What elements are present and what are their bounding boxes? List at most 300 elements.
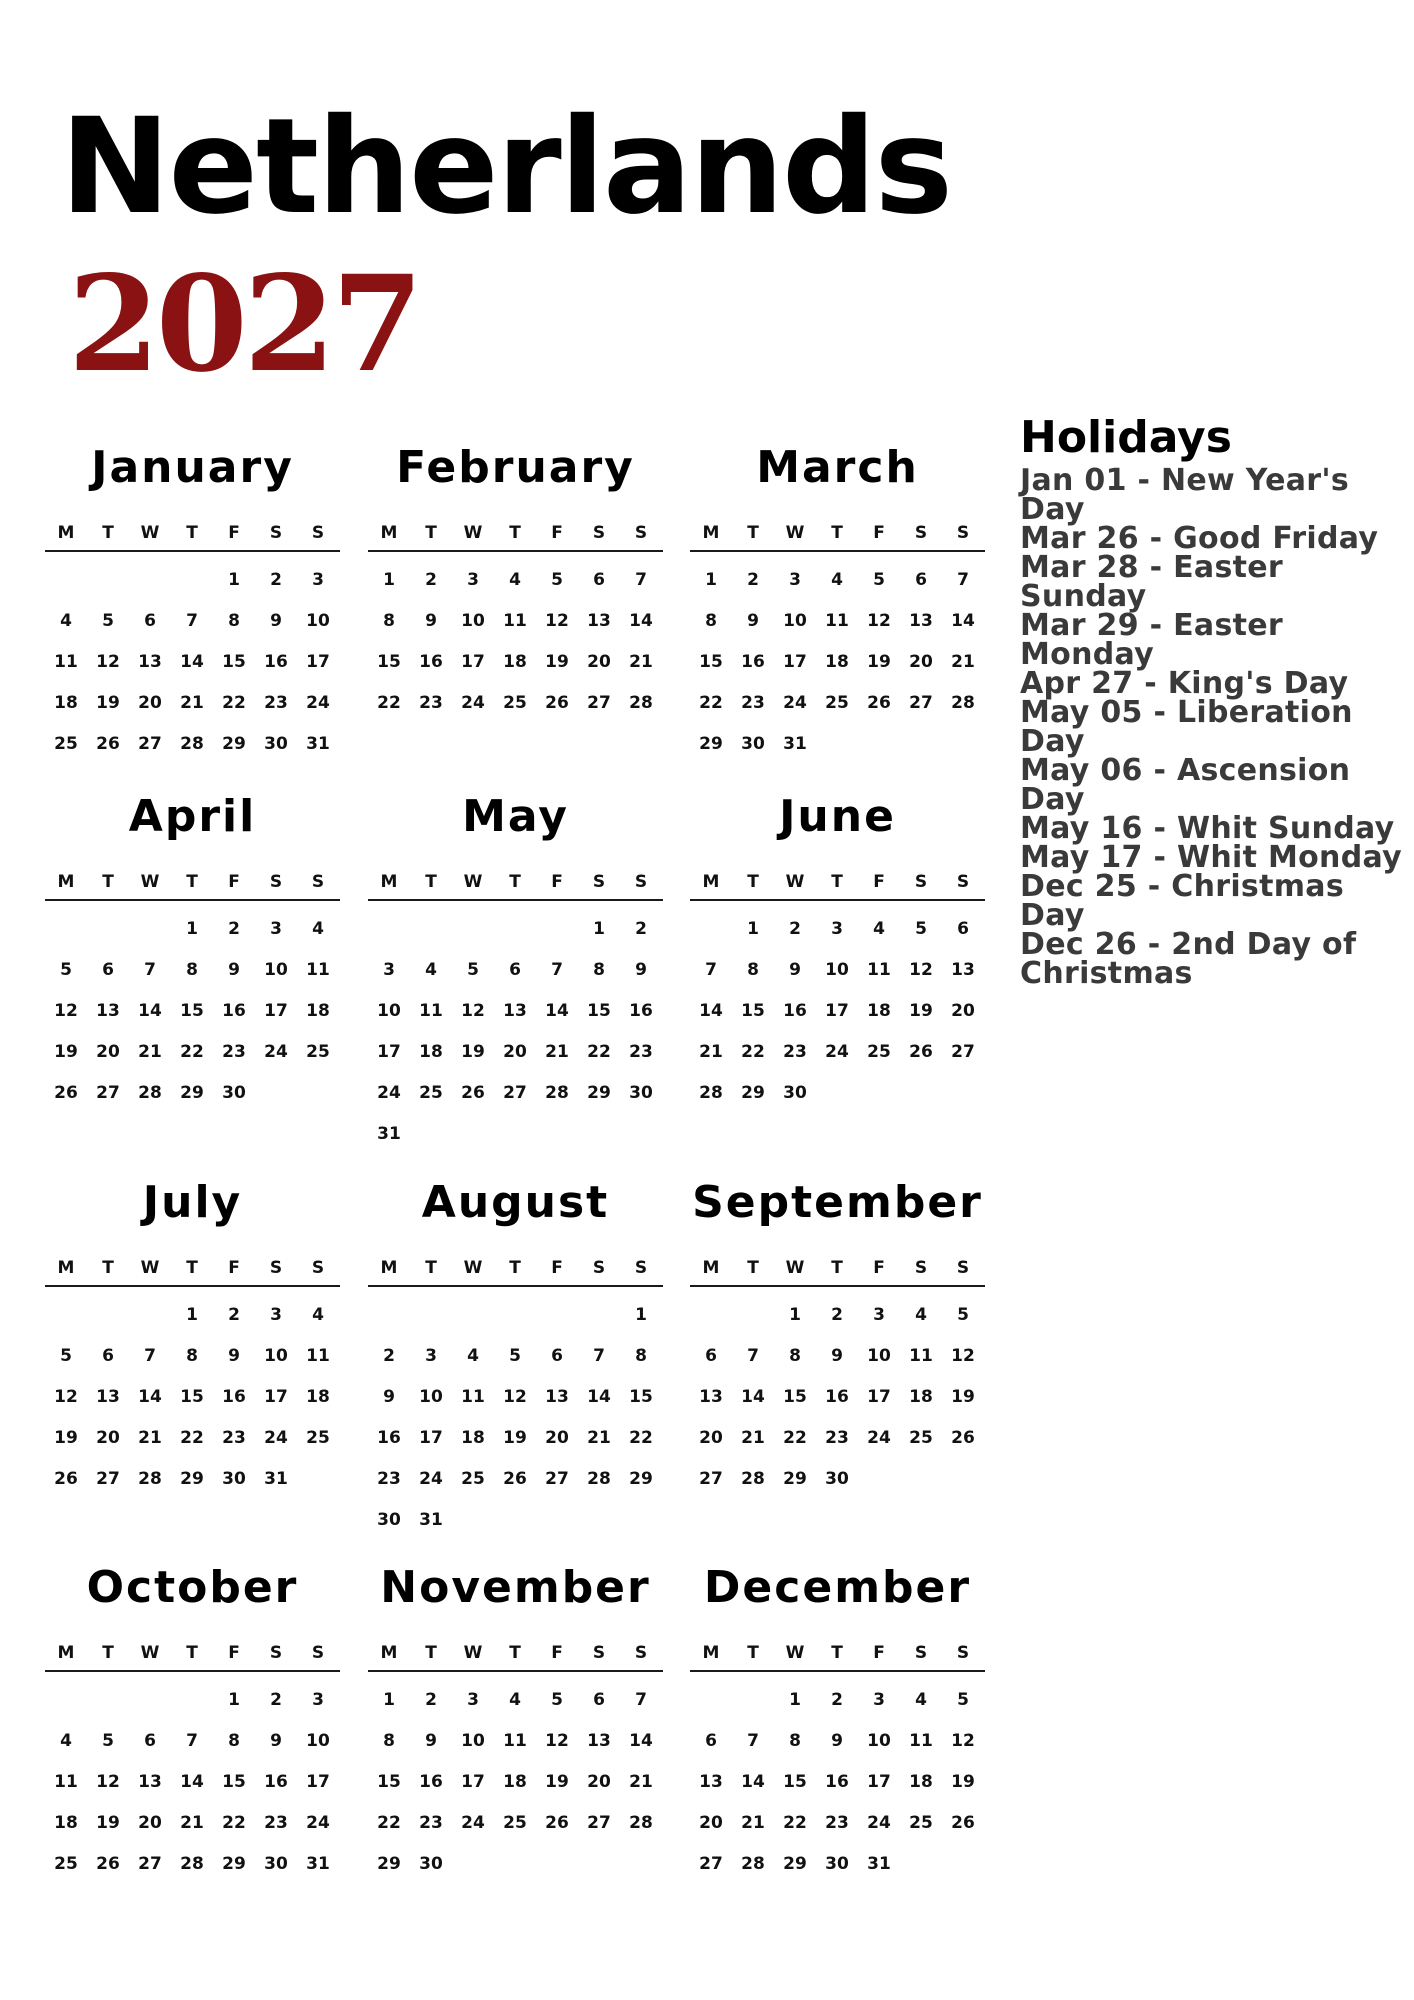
day-cell: 23 bbox=[377, 1469, 401, 1489]
day-cell: 11 bbox=[503, 1731, 527, 1751]
day-cell: 8 bbox=[593, 960, 605, 980]
day-cell: 6 bbox=[705, 1346, 717, 1366]
day-cell: 29 bbox=[180, 1469, 204, 1489]
day-cell: 3 bbox=[467, 570, 479, 590]
weekday-label: S bbox=[269, 1258, 283, 1278]
day-cell: 12 bbox=[545, 611, 569, 631]
weekday-label: S bbox=[634, 872, 648, 892]
day-cell: 3 bbox=[789, 570, 801, 590]
weekday-label: F bbox=[228, 1258, 240, 1278]
weekday-label: S bbox=[311, 523, 325, 543]
month-may bbox=[368, 787, 663, 1144]
month-april bbox=[45, 787, 340, 1127]
day-cell: 29 bbox=[629, 1469, 653, 1489]
weekday-label: S bbox=[914, 523, 928, 543]
month-name: January bbox=[91, 442, 294, 493]
day-cell: 17 bbox=[783, 652, 807, 672]
weekday-label: S bbox=[269, 1643, 283, 1663]
day-cell: 2 bbox=[228, 1305, 240, 1325]
day-cell: 14 bbox=[180, 652, 204, 672]
weekday-header bbox=[368, 1636, 663, 1672]
day-cell: 9 bbox=[747, 611, 759, 631]
month-july bbox=[45, 1173, 340, 1513]
day-cell: 23 bbox=[629, 1042, 653, 1062]
weekday-label: S bbox=[269, 872, 283, 892]
weekday-label: T bbox=[102, 872, 114, 892]
day-cell: 22 bbox=[377, 1813, 401, 1833]
weekday-label: S bbox=[634, 523, 648, 543]
day-cell: 10 bbox=[264, 1346, 288, 1366]
month-august bbox=[368, 1173, 663, 1530]
day-cell: 28 bbox=[587, 1469, 611, 1489]
day-cell: 1 bbox=[383, 1690, 395, 1710]
day-cell: 1 bbox=[635, 1305, 647, 1325]
holiday-line: Day bbox=[1020, 492, 1085, 527]
day-cell: 28 bbox=[951, 693, 975, 713]
day-cell: 22 bbox=[783, 1813, 807, 1833]
day-cell: 3 bbox=[270, 919, 282, 939]
weekday-label: F bbox=[551, 1643, 563, 1663]
day-cell: 13 bbox=[545, 1387, 569, 1407]
day-cell: 1 bbox=[186, 919, 198, 939]
weekday-label: W bbox=[140, 1258, 160, 1278]
day-cell: 27 bbox=[699, 1854, 723, 1874]
weekday-label: W bbox=[140, 1643, 160, 1663]
day-cell: 10 bbox=[377, 1001, 401, 1021]
day-cell: 19 bbox=[951, 1387, 975, 1407]
day-cell: 9 bbox=[831, 1731, 843, 1751]
day-grid bbox=[690, 901, 985, 1114]
weekday-label: W bbox=[785, 523, 805, 543]
day-cell: 12 bbox=[96, 652, 120, 672]
day-cell: 21 bbox=[138, 1428, 162, 1448]
day-cell: 3 bbox=[831, 919, 843, 939]
day-cell: 25 bbox=[909, 1428, 933, 1448]
day-grid bbox=[368, 1672, 663, 1885]
day-cell: 4 bbox=[915, 1305, 927, 1325]
day-cell: 8 bbox=[186, 960, 198, 980]
day-cell: 26 bbox=[503, 1469, 527, 1489]
weekday-header bbox=[368, 516, 663, 552]
weekday-label: T bbox=[186, 1643, 198, 1663]
day-cell: 28 bbox=[741, 1854, 765, 1874]
day-cell: 27 bbox=[503, 1083, 527, 1103]
month-september bbox=[690, 1173, 985, 1513]
day-cell: 4 bbox=[60, 611, 72, 631]
day-cell: 19 bbox=[96, 693, 120, 713]
day-cell: 6 bbox=[915, 570, 927, 590]
day-cell: 28 bbox=[180, 734, 204, 754]
day-cell: 10 bbox=[867, 1731, 891, 1751]
day-cell: 24 bbox=[306, 1813, 330, 1833]
day-cell: 15 bbox=[587, 1001, 611, 1021]
holiday-line: Day bbox=[1020, 898, 1085, 933]
day-cell: 21 bbox=[138, 1042, 162, 1062]
day-cell: 13 bbox=[96, 1001, 120, 1021]
day-cell: 5 bbox=[915, 919, 927, 939]
weekday-header bbox=[45, 1636, 340, 1672]
weekday-label: F bbox=[551, 872, 563, 892]
weekday-label: T bbox=[509, 523, 521, 543]
day-cell: 9 bbox=[425, 1731, 437, 1751]
weekday-label: F bbox=[873, 1258, 885, 1278]
day-cell: 1 bbox=[705, 570, 717, 590]
day-cell: 21 bbox=[951, 652, 975, 672]
day-cell: 30 bbox=[825, 1469, 849, 1489]
day-cell: 26 bbox=[461, 1083, 485, 1103]
day-cell: 23 bbox=[825, 1813, 849, 1833]
day-cell: 8 bbox=[228, 1731, 240, 1751]
day-cell: 18 bbox=[461, 1428, 485, 1448]
day-cell: 31 bbox=[419, 1510, 443, 1530]
day-grid bbox=[690, 1672, 985, 1885]
day-cell: 2 bbox=[425, 570, 437, 590]
day-cell: 13 bbox=[587, 611, 611, 631]
day-cell: 14 bbox=[741, 1387, 765, 1407]
day-cell: 3 bbox=[425, 1346, 437, 1366]
day-cell: 14 bbox=[629, 611, 653, 631]
day-cell: 6 bbox=[144, 1731, 156, 1751]
month-february bbox=[368, 438, 663, 778]
day-cell: 26 bbox=[54, 1469, 78, 1489]
day-cell: 11 bbox=[461, 1387, 485, 1407]
day-cell: 24 bbox=[306, 693, 330, 713]
day-cell: 29 bbox=[222, 734, 246, 754]
day-cell: 18 bbox=[909, 1387, 933, 1407]
day-cell: 11 bbox=[909, 1731, 933, 1751]
day-cell: 4 bbox=[831, 570, 843, 590]
day-cell: 7 bbox=[186, 611, 198, 631]
weekday-label: M bbox=[702, 1643, 720, 1663]
day-cell: 18 bbox=[909, 1772, 933, 1792]
day-cell: 6 bbox=[705, 1731, 717, 1751]
day-cell: 31 bbox=[306, 734, 330, 754]
day-cell: 8 bbox=[705, 611, 717, 631]
weekday-header bbox=[690, 516, 985, 552]
day-cell: 26 bbox=[867, 693, 891, 713]
weekday-label: S bbox=[956, 523, 970, 543]
day-grid bbox=[45, 1672, 340, 1885]
day-cell: 5 bbox=[509, 1346, 521, 1366]
day-cell: 28 bbox=[629, 693, 653, 713]
weekday-label: F bbox=[873, 523, 885, 543]
day-cell: 16 bbox=[825, 1772, 849, 1792]
day-cell: 31 bbox=[377, 1124, 401, 1144]
month-name: May bbox=[462, 791, 569, 842]
day-cell: 21 bbox=[741, 1813, 765, 1833]
day-cell: 31 bbox=[867, 1854, 891, 1874]
day-cell: 20 bbox=[909, 652, 933, 672]
day-cell: 5 bbox=[60, 960, 72, 980]
weekday-label: W bbox=[140, 523, 160, 543]
day-cell: 12 bbox=[503, 1387, 527, 1407]
day-cell: 21 bbox=[545, 1042, 569, 1062]
day-cell: 12 bbox=[54, 1387, 78, 1407]
holiday-line: Jan 01 - New Year's bbox=[1020, 463, 1350, 498]
day-cell: 27 bbox=[587, 693, 611, 713]
day-cell: 3 bbox=[270, 1305, 282, 1325]
day-cell: 22 bbox=[377, 693, 401, 713]
day-cell: 17 bbox=[461, 1772, 485, 1792]
day-cell: 7 bbox=[705, 960, 717, 980]
day-cell: 22 bbox=[180, 1428, 204, 1448]
month-name: November bbox=[380, 1562, 651, 1613]
weekday-label: S bbox=[311, 1643, 325, 1663]
day-cell: 11 bbox=[306, 1346, 330, 1366]
day-cell: 3 bbox=[312, 1690, 324, 1710]
day-cell: 19 bbox=[951, 1772, 975, 1792]
day-cell: 7 bbox=[635, 1690, 647, 1710]
day-cell: 11 bbox=[503, 611, 527, 631]
day-cell: 25 bbox=[825, 693, 849, 713]
day-cell: 28 bbox=[741, 1469, 765, 1489]
day-cell: 27 bbox=[138, 1854, 162, 1874]
weekday-label: T bbox=[747, 872, 759, 892]
weekday-label: T bbox=[425, 523, 437, 543]
day-cell: 11 bbox=[867, 960, 891, 980]
day-cell: 4 bbox=[312, 919, 324, 939]
day-cell: 9 bbox=[270, 611, 282, 631]
day-cell: 15 bbox=[629, 1387, 653, 1407]
day-cell: 11 bbox=[306, 960, 330, 980]
day-cell: 14 bbox=[951, 611, 975, 631]
day-cell: 16 bbox=[825, 1387, 849, 1407]
day-cell: 21 bbox=[741, 1428, 765, 1448]
day-cell: 16 bbox=[783, 1001, 807, 1021]
day-cell: 1 bbox=[228, 1690, 240, 1710]
day-cell: 1 bbox=[186, 1305, 198, 1325]
day-cell: 6 bbox=[144, 611, 156, 631]
day-cell: 10 bbox=[461, 611, 485, 631]
day-cell: 24 bbox=[419, 1469, 443, 1489]
day-cell: 20 bbox=[96, 1042, 120, 1062]
day-cell: 6 bbox=[509, 960, 521, 980]
day-cell: 28 bbox=[180, 1854, 204, 1874]
day-cell: 10 bbox=[825, 960, 849, 980]
day-cell: 26 bbox=[545, 1813, 569, 1833]
holiday-line: Christmas bbox=[1020, 956, 1193, 991]
day-cell: 10 bbox=[461, 1731, 485, 1751]
day-cell: 7 bbox=[593, 1346, 605, 1366]
day-grid bbox=[690, 1287, 985, 1500]
day-cell: 26 bbox=[951, 1813, 975, 1833]
day-cell: 2 bbox=[635, 919, 647, 939]
day-cell: 5 bbox=[551, 1690, 563, 1710]
holiday-line: Dec 26 - 2nd Day of bbox=[1020, 927, 1357, 962]
day-cell: 27 bbox=[96, 1469, 120, 1489]
weekday-label: M bbox=[57, 872, 75, 892]
day-cell: 23 bbox=[825, 1428, 849, 1448]
day-cell: 27 bbox=[699, 1469, 723, 1489]
day-cell: 26 bbox=[951, 1428, 975, 1448]
day-cell: 22 bbox=[180, 1042, 204, 1062]
day-cell: 9 bbox=[270, 1731, 282, 1751]
day-cell: 11 bbox=[825, 611, 849, 631]
holiday-line: Apr 27 - King's Day bbox=[1020, 666, 1349, 701]
weekday-label: S bbox=[311, 1258, 325, 1278]
holiday-line: Dec 25 - Christmas bbox=[1020, 869, 1344, 904]
day-cell: 5 bbox=[60, 1346, 72, 1366]
day-cell: 2 bbox=[270, 570, 282, 590]
weekday-header bbox=[690, 1251, 985, 1287]
month-december bbox=[690, 1558, 985, 1898]
day-cell: 8 bbox=[789, 1346, 801, 1366]
day-cell: 19 bbox=[545, 652, 569, 672]
month-march bbox=[690, 438, 985, 778]
holiday-line: May 17 - Whit Monday bbox=[1020, 840, 1402, 875]
holiday-line: May 06 - Ascension bbox=[1020, 753, 1351, 788]
holiday-line: Mar 29 - Easter bbox=[1020, 608, 1284, 643]
day-cell: 14 bbox=[629, 1731, 653, 1751]
day-cell: 28 bbox=[138, 1083, 162, 1103]
day-cell: 7 bbox=[635, 570, 647, 590]
weekday-label: T bbox=[831, 1643, 843, 1663]
day-cell: 17 bbox=[461, 652, 485, 672]
day-cell: 6 bbox=[593, 1690, 605, 1710]
weekday-label: M bbox=[380, 872, 398, 892]
day-cell: 6 bbox=[593, 570, 605, 590]
day-cell: 10 bbox=[306, 611, 330, 631]
month-name: December bbox=[703, 1562, 972, 1613]
weekday-label: T bbox=[747, 523, 759, 543]
day-cell: 21 bbox=[180, 1813, 204, 1833]
day-cell: 10 bbox=[419, 1387, 443, 1407]
day-cell: 1 bbox=[789, 1690, 801, 1710]
day-cell: 4 bbox=[312, 1305, 324, 1325]
day-grid bbox=[368, 901, 663, 1155]
day-cell: 10 bbox=[783, 611, 807, 631]
weekday-label: F bbox=[228, 872, 240, 892]
day-cell: 28 bbox=[545, 1083, 569, 1103]
weekday-label: T bbox=[831, 523, 843, 543]
holiday-line: Mar 26 - Good Friday bbox=[1020, 521, 1379, 556]
day-cell: 29 bbox=[699, 734, 723, 754]
day-cell: 16 bbox=[377, 1428, 401, 1448]
day-cell: 8 bbox=[635, 1346, 647, 1366]
day-cell: 16 bbox=[264, 652, 288, 672]
day-cell: 7 bbox=[551, 960, 563, 980]
day-cell: 17 bbox=[264, 1387, 288, 1407]
day-cell: 20 bbox=[545, 1428, 569, 1448]
day-cell: 11 bbox=[54, 1772, 78, 1792]
day-cell: 2 bbox=[383, 1346, 395, 1366]
day-cell: 1 bbox=[789, 1305, 801, 1325]
day-cell: 30 bbox=[264, 1854, 288, 1874]
day-cell: 22 bbox=[699, 693, 723, 713]
day-cell: 5 bbox=[957, 1305, 969, 1325]
day-cell: 29 bbox=[741, 1083, 765, 1103]
weekday-label: F bbox=[551, 523, 563, 543]
day-cell: 1 bbox=[228, 570, 240, 590]
day-cell: 12 bbox=[951, 1346, 975, 1366]
weekday-label: S bbox=[956, 1643, 970, 1663]
weekday-label: S bbox=[914, 1643, 928, 1663]
day-cell: 14 bbox=[138, 1001, 162, 1021]
day-cell: 9 bbox=[228, 960, 240, 980]
day-grid bbox=[368, 1287, 663, 1541]
day-cell: 17 bbox=[306, 1772, 330, 1792]
holidays-title: Holidays bbox=[1020, 412, 1232, 463]
day-cell: 8 bbox=[383, 611, 395, 631]
day-cell: 4 bbox=[509, 570, 521, 590]
day-cell: 6 bbox=[551, 1346, 563, 1366]
day-cell: 17 bbox=[825, 1001, 849, 1021]
day-cell: 31 bbox=[264, 1469, 288, 1489]
day-cell: 6 bbox=[957, 919, 969, 939]
day-cell: 2 bbox=[831, 1305, 843, 1325]
day-cell: 29 bbox=[222, 1854, 246, 1874]
day-cell: 5 bbox=[467, 960, 479, 980]
day-cell: 16 bbox=[629, 1001, 653, 1021]
day-cell: 6 bbox=[102, 960, 114, 980]
holiday-line: Mar 28 - Easter bbox=[1020, 550, 1284, 585]
day-cell: 21 bbox=[180, 693, 204, 713]
day-cell: 8 bbox=[186, 1346, 198, 1366]
day-cell: 22 bbox=[783, 1428, 807, 1448]
holiday-line: May 16 - Whit Sunday bbox=[1020, 811, 1395, 846]
day-cell: 12 bbox=[96, 1772, 120, 1792]
day-cell: 16 bbox=[741, 652, 765, 672]
weekday-label: S bbox=[592, 872, 606, 892]
day-cell: 2 bbox=[270, 1690, 282, 1710]
day-cell: 2 bbox=[425, 1690, 437, 1710]
day-cell: 23 bbox=[419, 1813, 443, 1833]
day-cell: 15 bbox=[741, 1001, 765, 1021]
day-cell: 23 bbox=[222, 1042, 246, 1062]
day-cell: 12 bbox=[461, 1001, 485, 1021]
day-cell: 19 bbox=[545, 1772, 569, 1792]
day-cell: 25 bbox=[54, 1854, 78, 1874]
day-cell: 12 bbox=[909, 960, 933, 980]
weekday-label: S bbox=[311, 872, 325, 892]
day-cell: 18 bbox=[419, 1042, 443, 1062]
holiday-line: Monday bbox=[1020, 637, 1154, 672]
day-cell: 8 bbox=[789, 1731, 801, 1751]
month-name: July bbox=[142, 1177, 243, 1228]
day-cell: 5 bbox=[102, 611, 114, 631]
day-cell: 13 bbox=[96, 1387, 120, 1407]
day-cell: 3 bbox=[873, 1305, 885, 1325]
day-cell: 30 bbox=[377, 1510, 401, 1530]
day-cell: 5 bbox=[551, 570, 563, 590]
day-cell: 17 bbox=[867, 1387, 891, 1407]
weekday-label: T bbox=[509, 1258, 521, 1278]
day-cell: 29 bbox=[180, 1083, 204, 1103]
day-cell: 23 bbox=[264, 693, 288, 713]
day-cell: 14 bbox=[741, 1772, 765, 1792]
weekday-header bbox=[690, 865, 985, 901]
weekday-label: T bbox=[747, 1643, 759, 1663]
day-cell: 26 bbox=[545, 693, 569, 713]
weekday-label: T bbox=[186, 1258, 198, 1278]
day-cell: 27 bbox=[951, 1042, 975, 1062]
day-cell: 26 bbox=[96, 734, 120, 754]
day-cell: 20 bbox=[699, 1428, 723, 1448]
day-cell: 16 bbox=[222, 1001, 246, 1021]
day-cell: 14 bbox=[699, 1001, 723, 1021]
weekday-label: T bbox=[102, 523, 114, 543]
day-cell: 29 bbox=[783, 1469, 807, 1489]
day-cell: 27 bbox=[909, 693, 933, 713]
weekday-header bbox=[368, 1251, 663, 1287]
day-cell: 7 bbox=[747, 1731, 759, 1751]
weekday-label: S bbox=[592, 523, 606, 543]
day-cell: 30 bbox=[419, 1854, 443, 1874]
day-cell: 14 bbox=[587, 1387, 611, 1407]
day-cell: 13 bbox=[138, 652, 162, 672]
day-cell: 15 bbox=[783, 1772, 807, 1792]
day-cell: 13 bbox=[138, 1772, 162, 1792]
